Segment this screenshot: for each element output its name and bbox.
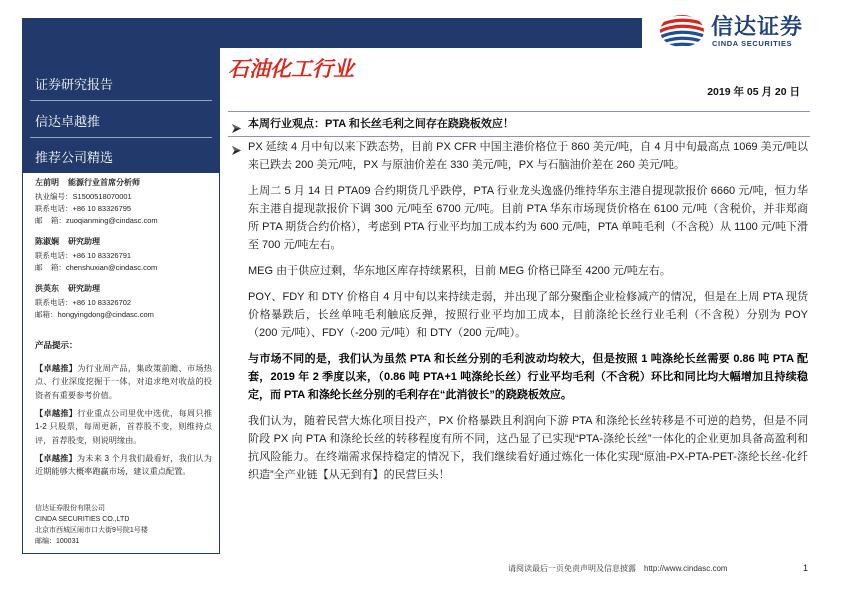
sidebar-item-picks: 推荐公司精选 (35, 150, 114, 165)
brand-name: 信达证券 (711, 14, 804, 39)
analyst-name: 左前明 (35, 178, 59, 187)
analyst-phone: 联系电话：+86 10 83326702 (35, 298, 132, 307)
analyst-name: 洪英东 (35, 284, 59, 293)
key-conclusion-paragraph: 与市场不同的是，我们认为虽然 PTA 和长丝分别的毛利波动均较大，但是按照 1 吨涤纶长丝需要 0.86 吨 PTA 配套，2019 年 2 季度以来，（0.86 吨 PTA+1 吨涤纶长丝）行业平均毛利（不含税）环比和同比均大幅增加且持续稳定，而 PTA 和涤纶长丝分别的毛利存在“此消彼长”的跷跷板效应。 (248, 353, 808, 401)
arrow-bullet-icon (232, 143, 241, 152)
sidebar-item-report-type: 证券研究报告 (35, 77, 114, 92)
analyst-name-line (35, 236, 213, 248)
sidebar-divider (30, 100, 212, 101)
analyst-card (35, 177, 213, 227)
paragraph-text: PX 延续 4 月中旬以来下跌态势，目前 PX CFR 中国主港价格位于 860 美元/吨，自 4 月中旬最高点 1069 美元/吨以来已跌去 200 美元/吨，PX 与原油价差在 330 美元/吨，PX 与石脑油价差在 260 美元/吨。 (248, 141, 808, 171)
body-paragraph: 上周二 5 月 14 日 PTA09 合约期货几乎跌停，PTA 行业龙头逸盛仍维持华东主港自提现款报价 6660 元/吨，恒力华东主港自提现款报价下调 300 元/吨至 6700 元/吨。目前 PTA 华东市场现货价格在 6100 元/吨（含税价，并非郑商所 PTA 期货合约价格），考虑到 PTA 行业平均加工成本约为 600 元/吨，PTA 单吨毛利（不含税）从 1100 元/吨下滑至 700 元/吨左右。 (248, 185, 808, 251)
product-note (35, 362, 212, 402)
company-name: 信达证券股份有限公司 (35, 505, 105, 512)
product-note-text: 为行业周产品，集政策前瞻、市场热点、行业深度挖掘于一体，对追求绝对收益的投资者有重要参考价值。 (35, 364, 212, 400)
analyst-name-line (35, 177, 213, 189)
analyst-name: 陈淑娴 (35, 237, 59, 246)
analyst-license: 执业编号：S1500518070001 (35, 192, 132, 201)
sidebar-divider (30, 137, 212, 138)
company-postcode: 邮编：100031 (35, 538, 80, 545)
analyst-email: 邮 箱：chenshuxian@cindasc.com (35, 263, 158, 272)
analyst-card (35, 283, 213, 321)
sidebar-item-product: 信达卓越推 (35, 114, 101, 129)
header-band (22, 18, 642, 48)
analyst-email: 邮箱：hongyingdong@cindasc.com (35, 310, 154, 319)
product-note-text: 为未来 3 个月我们最看好，我们认为近期能够大概率跑赢市场，建议重点配置。 (35, 454, 212, 477)
analyst-phone: 联系电话：+86 10 83326791 (35, 251, 132, 260)
analyst-role: 能源行业首席分析师 (68, 178, 140, 187)
company-info (35, 503, 213, 547)
analyst-phone: 联系电话：+86 10 83326795 (35, 204, 132, 213)
company-address: 北京市西城区闹市口大街9号院1号楼 (35, 527, 148, 534)
company-name-en: CINDA SECURITIES CO.,LTD (35, 516, 130, 523)
product-note-text: 行业重点公司里优中选优，每周只推 1-2 只股票，每周更新，首荐股不变，则维持点评，首荐股变，则说明缘由。 (35, 409, 212, 445)
report-date: 2019 年 05 月 20 日 (707, 86, 800, 98)
brand-name-en: CINDA SECURITIES (712, 39, 793, 48)
analyst-card (35, 236, 213, 274)
product-note (35, 407, 212, 447)
body-paragraph: POY、FDY 和 DTY 价格自 4 月中旬以来持续走弱，并出现了部分聚酯企业检修减产的情况，但是在上周 PTA 现货价格暴跌后，长丝单吨毛利触底反弹，按照行业平均加工成本，目前涤纶长丝行业毛利（不含税）分别为 POY（200 元/吨）、FDY（-200 元/吨）和 DTY（200 元/吨）。 (248, 291, 808, 339)
arrow-bullet-icon (232, 120, 241, 129)
headline-text: 本周行业观点：PTA 和长丝毛利之间存在跷跷板效应！ (248, 118, 514, 130)
body-paragraph (248, 138, 808, 174)
footer-disclaimer (508, 563, 728, 574)
product-notes-title: 产品提示： (35, 340, 78, 350)
product-note-tag: 【卓越推】 (35, 454, 77, 463)
analyst-role: 研究助理 (68, 284, 100, 293)
section-headline (228, 111, 810, 137)
body-paragraph: 我们认为，随着民营大炼化项目投产，PX 价格暴跌且利润向下游 PTA 和涤纶长丝转移是不可逆的趋势，但是不同阶段 PX 向 PTA 和涤纶长丝的转移程度有所不同，这凸显了已实现“PTA-涤纶长丝”一体化的企业更加具备高盈利和抗风险能力。在终端需求保持稳定的情况下，我们继续看好通过炼化一体化实现“原油-PX-PTA-PET-涤纶长丝-化纤织造”全产业链【从无到有】的民营巨头！ (248, 415, 808, 481)
disclaimer-text: 请阅读最后一页免责声明及信息披露 (508, 564, 636, 573)
analyst-role: 研究助理 (68, 237, 100, 246)
product-note-tag: 【卓越推】 (35, 364, 78, 373)
website-link[interactable]: http://www.cindasc.com (644, 564, 728, 573)
product-note (35, 452, 212, 479)
report-body (248, 138, 808, 492)
page-title: 石油化工行业 (228, 58, 354, 81)
analyst-email: 邮 箱：zuoqianming@cindasc.com (35, 216, 158, 225)
page-number: 1 (803, 563, 809, 573)
sidebar-nav (22, 48, 220, 173)
body-paragraph: MEG 由于供应过剩，华东地区库存持续累积，目前 MEG 价格已降至 4200 元/吨左右。 (248, 265, 671, 277)
analyst-name-line (35, 283, 213, 295)
cinda-globe-logo-icon (659, 14, 705, 48)
product-note-tag: 【卓越推】 (35, 409, 78, 418)
